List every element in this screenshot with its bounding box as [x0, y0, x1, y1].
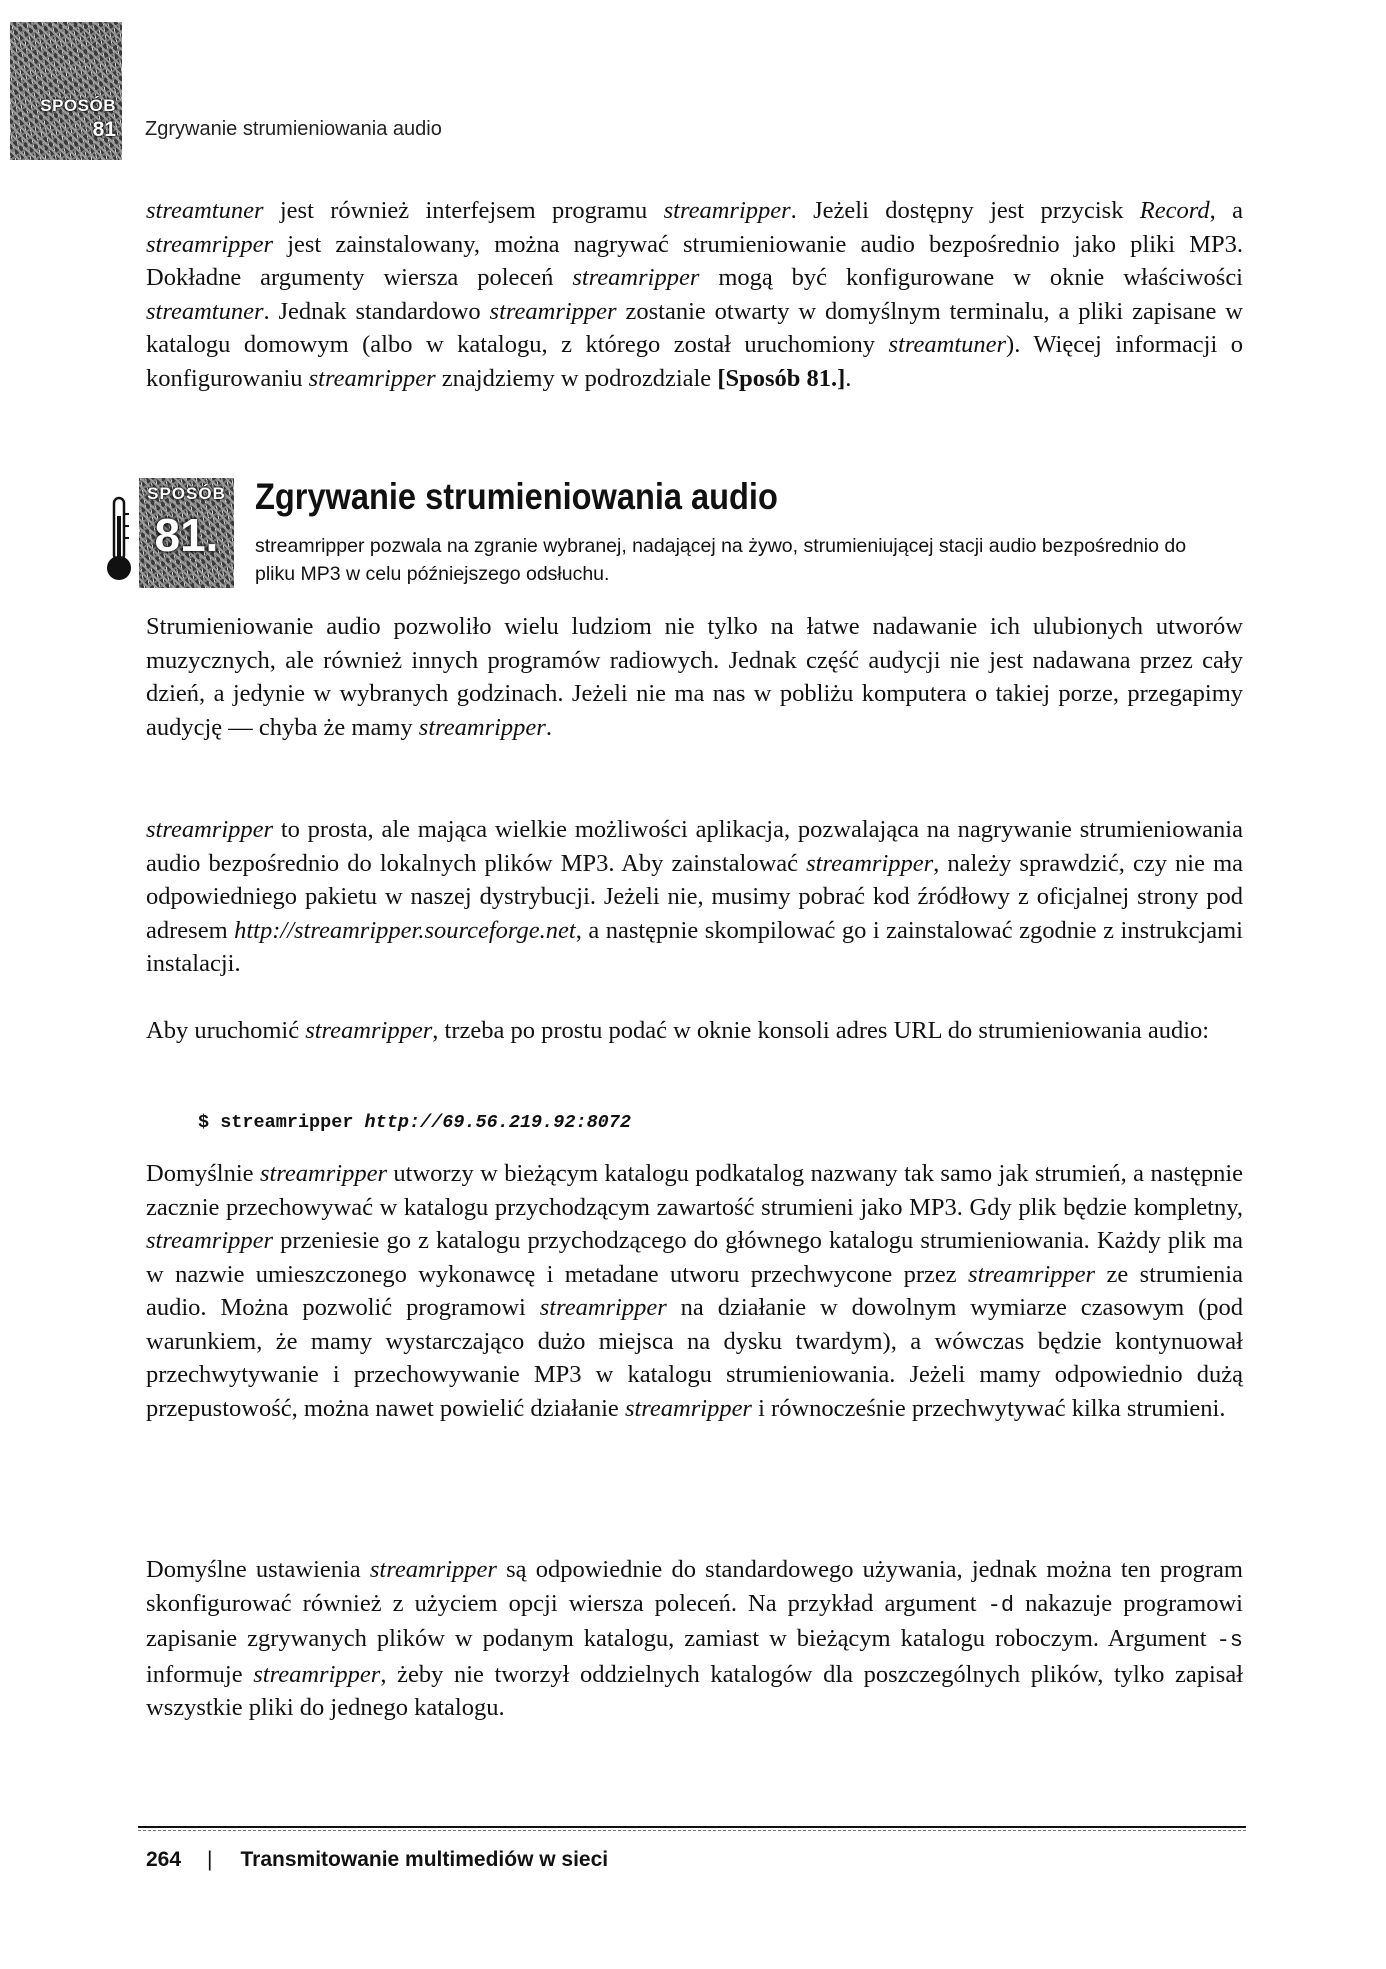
italic-term: streamripper — [489, 297, 617, 325]
text: , należy sprawdzić, czy nie ma odpowiedniego pakietu w naszej dystrybucji. Jeżeli nie, musimy pobrać kod źródłowy z oficjalnej strony pod adresem — [146, 849, 1243, 944]
paragraph-default-behaviour — [146, 1157, 1243, 1425]
text: utworzy w bieżącym katalogu podkatalog nazwany tak samo jak strumień, a następnie zacznie przechowywać w katalogu przychodzącym zawartość strumieni jako MP3. Gdy plik będzie kompletny, — [146, 1160, 1243, 1221]
italic-term: streamripper — [572, 264, 700, 291]
text: ze strumienia audio. Można pozwolić programowi — [146, 1260, 1243, 1321]
text: . — [845, 364, 852, 392]
paragraph-intro — [146, 194, 1243, 395]
italic-term: streamripper — [308, 364, 436, 392]
italic-term: streamtuner — [146, 297, 264, 325]
paragraph-run — [146, 1014, 1243, 1048]
italic-term: streamripper — [624, 1394, 752, 1422]
text: mogą być konfigurowane w oknie właściwości — [699, 264, 1243, 291]
footer-rule-dashed — [138, 1830, 1246, 1831]
italic-term: streamripper — [146, 816, 274, 843]
text: Strumieniowanie audio pozwoliło wielu ludziom nie tylko na łatwe nadawanie ich ulubionych utworów muzycznych, ale również innych programów radiowych. Jednak część audycji nie jest nadawana przez cały dzień, a jedynie w wybranych godzinach. Jeżeli nie ma nas w pobliżu komputera o takiej porze, przegapimy audycję — chyba że mamy — [146, 613, 1243, 741]
italic-term: streamripper — [253, 1660, 381, 1688]
text: , a — [1209, 197, 1243, 224]
italic-term: streamripper — [968, 1260, 1096, 1288]
page-number: 264 — [146, 1848, 182, 1871]
text: znajdziemy w podrozdziale — [435, 364, 718, 392]
code-command: $ streamripper — [198, 1112, 365, 1133]
text: zostanie otwarty w domyślnym terminalu, a pliki zapisane w katalogu domowym (albo w katalogu, z którego został uruchomiony — [146, 297, 1243, 358]
paragraph-options — [146, 1553, 1243, 1725]
section-title: Transmitowanie multimediów w sieci — [240, 1848, 609, 1871]
text: informuje — [146, 1660, 254, 1688]
text: jest zainstalowany, można nagrywać strumieniowanie audio bezpośrednio jako pliki MP3. Dokładne argumenty wiersza poleceń — [146, 230, 1243, 291]
text: . Jeżeli dostępny jest przycisk — [790, 197, 1140, 224]
italic-term: streamripper — [369, 1556, 497, 1583]
footer-separator: | — [207, 1848, 213, 1871]
paragraph-streaming — [146, 610, 1243, 744]
hack-title: Zgrywanie strumieniowania audio — [255, 476, 778, 517]
italic-term: streamripper — [663, 197, 791, 224]
italic-term: streamripper — [418, 713, 546, 741]
text: . — [545, 713, 552, 741]
inline-code: -d — [987, 1592, 1015, 1618]
italic-term: streamtuner — [888, 331, 1007, 358]
thermometer-icon — [104, 494, 134, 584]
text: ). Więcej informacji o konfigurowaniu — [146, 331, 1244, 392]
page-footer — [146, 1848, 608, 1872]
text: jest również interfejsem programu — [263, 197, 664, 224]
text: , trzeba po prostu podać w oknie konsoli adres URL do strumieniowania audio: — [432, 1017, 1210, 1044]
text: są odpowiednie do standardowego używania, jednak można ten program skonfigurować również z użyciem opcji wiersza poleceń. Na przykład argument — [146, 1556, 1243, 1617]
italic-term: streamripper — [539, 1294, 667, 1321]
code-example — [198, 1112, 631, 1133]
text: przeniesie go z katalogu przychodzącego do głównego katalogu strumieniowania. Każdy plik ma w nazwie umieszczonego wykonawcę i metadane utworu przechwycone przez — [146, 1227, 1243, 1288]
footer-rule — [138, 1826, 1246, 1828]
text: , a następnie skompilować go i zainstalować zgodnie z instrukcjami instalacji. — [146, 916, 1243, 977]
italic-term: Record — [1139, 197, 1210, 224]
text: na działanie w dowolnym wymiarze czasowym (pod warunkiem, że mamy wystarczająco dużo miejsca na dysku twardym), a wówczas będzie kontynuował przechwytywanie i przechowywanie MP3 w katalogu strumieniowania. Jeżeli mamy odpowiednio dużą przepustowość, można nawet powielić działanie — [146, 1294, 1243, 1422]
text: . Jednak standardowo — [263, 297, 490, 325]
code-url: http://69.56.219.92:8072 — [364, 1112, 631, 1133]
running-head: Zgrywanie strumieniowania audio — [145, 118, 442, 140]
text: Domyślne ustawienia — [146, 1556, 370, 1583]
running-head-badge-number: 81 — [92, 118, 116, 141]
text: to prosta, ale mająca wielkie możliwości aplikacja, pozwalająca na nagrywanie strumieniowania audio bezpośrednio do lokalnych plików MP3. Aby zainstalować — [146, 816, 1243, 877]
italic-term: streamripper — [806, 849, 934, 877]
text: Aby uruchomić — [146, 1017, 306, 1044]
italic-term: streamripper — [259, 1160, 387, 1187]
hack-badge-number: 81. — [154, 509, 219, 561]
italic-term: streamripper — [305, 1017, 433, 1044]
text: i równocześnie przechwytywać kilka strumieni. — [751, 1394, 1226, 1422]
running-head-badge — [10, 22, 122, 160]
url-text: http://streamripper.sourceforge.net — [234, 916, 576, 944]
italic-term: streamripper — [146, 1227, 274, 1254]
hack-badge — [139, 478, 234, 588]
italic-term: streamripper — [146, 230, 274, 258]
italic-term: streamtuner — [146, 197, 264, 224]
text: Domyślnie — [146, 1160, 260, 1187]
cross-reference: [Sposób 81.] — [717, 364, 846, 392]
paragraph-install — [146, 813, 1243, 981]
text: , żeby nie tworzył oddzielnych katalogów dla poszczególnych plików, tylko zapisał wszystkie pliki do jednego katalogu. — [146, 1660, 1243, 1721]
text: nakazuje programowi zapisanie zgrywanych plików w podanym katalogu, zamiast w bieżącym katalogu roboczym. Argument — [146, 1589, 1243, 1652]
hack-badge-word: SPOSÓB — [147, 484, 226, 503]
inline-code: -s — [1216, 1628, 1243, 1653]
running-head-badge-word: SPOSÓB — [40, 96, 116, 115]
hack-lead: streamripper pozwala na zgranie wybranej, nadającej na żywo, strumieniującej stacji audio bezpośrednio do pliku MP3 w celu późniejszego odsłuchu. — [255, 535, 1187, 585]
